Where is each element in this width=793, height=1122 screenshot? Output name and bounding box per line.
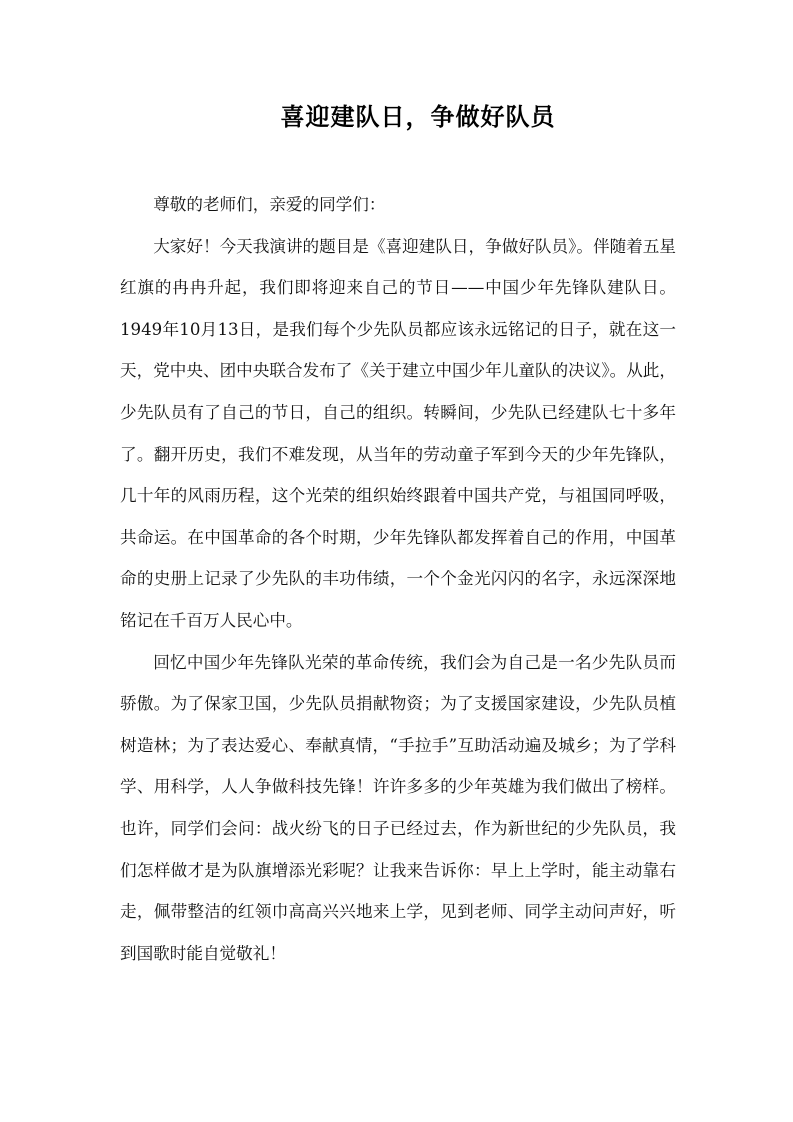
document-body	[120, 184, 676, 974]
document-title: 喜迎建队日，争做好队员	[280, 103, 556, 131]
body-paragraph: 大家好！今天我演讲的题目是《喜迎建队日，争做好队员》。伴随着五星红旗的冉冉升起，我们即将迎来自己的节日——中国少年先锋队建队日。1949年10月13日，是我们每个少先队员都应该永远铭记的日子，就在这一天，党中央、团中央联合发布了《关于建立中国少年儿童队的决议》。从此，少先队员有了自己的节日，自己的组织。转瞬间，少先队已经建队七十多年了。翻开历史，我们不难发现，从当年的劳动童子军到今天的少年先锋队，几十年的风雨历程，这个光荣的组织始终跟着中国共产党，与祖国同呼吸，共命运。在中国革命的各个时期，少年先锋队都发挥着自己的作用，中国革命的史册上记录了少先队的丰功伟绩，一个个金光闪闪的名字，永远深深地铭记在千百万人民心中。	[120, 236, 676, 630]
salutation-paragraph: 尊敬的老师们，亲爱的同学们：	[153, 195, 386, 214]
body-paragraph: 回忆中国少年先锋队光荣的革命传统，我们会为自己是一名少先队员而骄傲。为了保家卫国，少先队员捐献物资；为了支援国家建设，少先队员植树造林；为了表达爱心、奉献真情，“手拉手”互助活动遍及城乡；为了学科学、用科学，人人争做科技先锋！许许多多的少年英雄为我们做出了榜样。也许，同学们会问：战火纷飞的日子已经过去，作为新世纪的少先队员，我们怎样做才是为队旗增添光彩呢？让我来告诉你：早上上学时，能主动靠右走，佩带整洁的红领巾高高兴兴地来上学，见到老师、同学主动问声好，听到国歌时能自觉敬礼！	[120, 652, 676, 963]
